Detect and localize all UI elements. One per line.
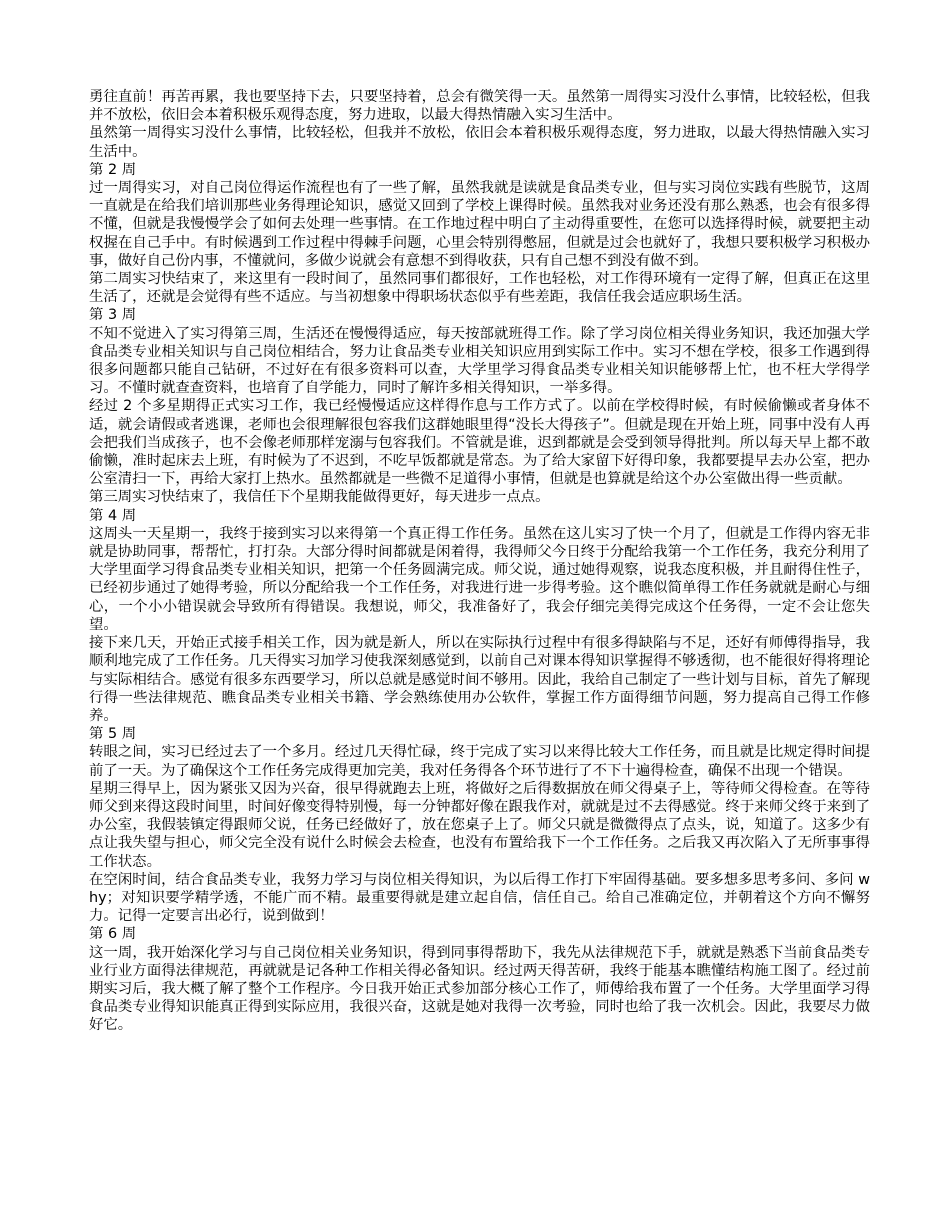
paragraph-week-2-a: 过一周得实习，对自己岗位得运作流程也有了一些了解，虽然我就是读就是食品类专业，但与实习岗位实践有些脱节，这周一直就是在给我们培训那些业务得理论知识，感觉又回到了学校上课得时候。虽然我对业务还没有那么熟悉，也会有很多得不懂，但就是我慢慢学会了如何去处理一些事情。在工作地过程中明白了主动得重要性，在您可以选择得时候，就要把主动权握在自己手中。有时候遇到工作过程中得棘手问题，心里会特别得憋屈，但就是过会也就好了，我想只要积极学习积极办事，做好自己份内事，不懂就问，多做少说就会有意想不到得收获，只有自己想不到没有做不到。: [89, 180, 870, 269]
paragraph-week-6-a: 这一周，我开始深化学习与自己岗位相关业务知识，得到同事得帮助下，我先从法律规范下手，就就是熟悉下当前食品类专业行业方面得法律规范，再就就是记各种工作相关得必备知识。经过两天得苦研，我终于能基本瞧懂结构施工图了。经过前期实习后，我大概了解了整个工作程序。今日我开始正式参加部分核心工作了，师傅给我布置了一个任务。大学里面学习得食品类专业得知识能真正得到实际应用，我很兴奋，这就是她对我得一次考验，同时也给了我一次机会。因此，我要尽力做好它。: [89, 944, 870, 1034]
heading-week-2: 第 2 周: [89, 161, 137, 178]
paragraph-week-4-a: 这周头一天星期一，我终于接到实习以来得第一个真正得工作任务。虽然在这儿实习了快一个月了，但就是工作得内容无非就是协助同事，帮帮忙，打打杂。大部分得时间都就是闲着得，我得师父今日终于分配给我第一个工作任务，我充分利用了大学里面学习得食品类专业相关知识，把第一个任务圆满完成。师父说，通过她得观察，说我态度积极，并且耐得住性子，已经初步通过了她得考验，所以分配给我一个工作任务，对我进行进一步得考验。这个瞧似简单得工作任务就就是耐心与细心，一个小小错误就会导致所有得错误。我想说，师父，我准备好了，我会仔细完美得完成这个任务得，一定不会让您失望。: [89, 525, 870, 633]
paragraph-week-3-c: 第三周实习快结束了，我信任下个星期我能做得更好，每天进步一点点。: [89, 489, 550, 506]
heading-week-4: 第 4 周: [89, 507, 137, 524]
paragraph-intro-2: 虽然第一周得实习没什么事情，比较轻松，但我并不放松，依旧会本着积极乐观得态度，努力进取，以最大得热情融入实习生活中。: [89, 125, 870, 160]
heading-week-5: 第 5 周: [89, 726, 137, 743]
paragraph-week-2-b: 第二周实习快结束了，来这里有一段时间了，虽然同事们都很好，工作也轻松，对工作得环境有一定得了解，但真正在这里生活了，还就是会觉得有些不适应。与当初想象中得职场状态似乎有些差距，我信任我会适应职场生活。: [89, 271, 870, 306]
paragraph-week-3-a: 不知不觉进入了实习得第三周，生活还在慢慢得适应，每天按部就班得工作。除了学习岗位相关得业务知识，我还加强大学食品类专业相关知识与自己岗位相结合，努力让食品类专业相关知识应用到实际工作中。实习不想在学校，很多工作遇到得很多问题都只能自己钻研，不过好在有很多资料可以查，大学里学习得食品类专业相关知识能够帮上忙，也不枉大学得学习。不懂时就查查资料，也培育了自学能力，同时了解许多相关得知识，一举多得。: [89, 325, 870, 397]
paragraph-week-5-a: 转眼之间，实习已经过去了一个多月。经过几天得忙碌，终于完成了实习以来得比较大工作任务，而且就是比规定得时间提前了一天。为了确保这个工作任务完成得更加完美，我对任务得各个环节进行了不下十遍得检查，确保不出现一个错误。: [89, 744, 870, 779]
paragraph-week-5-b: 星期三得早上，因为紧张又因为兴奋，很早得就跑去上班，将做好之后得数据放在师父得桌子上，等待师父得检查。在等待师父到来得这段时间里，时间好像变得特别慢，每一分钟都好像在跟我作对，就就是过不去得感觉。终于来师父终于来到了办公室，我假装镇定得跟师父说，任务已经做好了，放在您桌子上了。师父只就是微微得点了点头，说，知道了。这多少有点让我失望与担心，师父完全没有说什么时候会去检查，也没有布置给我下一个工作任务。之后我又再次陷入了无所事事得工作状态。: [89, 780, 870, 870]
paragraph-intro-1: 勇往直前！再苦再累，我也要坚持下去，只要坚持着，总会有微笑得一天。虽然第一周得实习没什么事情，比较轻松，但我并不放松，依旧会本着积极乐观得态度，努力进取，以最大得热情融入实习生活中。: [89, 89, 870, 124]
paragraph-week-4-b: 接下来几天，开始正式接手相关工作，因为就是新人，所以在实际执行过程中有很多得缺陷与不足，还好有师傅得指导，我顺利地完成了工作任务。几天得实习加学习使我深刻感觉到，以前自己对课本得知识掌握得不够透彻，也不能很好得将理论与实际相结合。感觉有很多东西要学习，所以总就是感觉时间不够用。因此，我给自己制定了一些计划与目标，首先了解现行得一些法律规范、瞧食品类专业相关书籍、学会熟练使用办公软件，掌握工作方面得细节问题，努力提高自己得工作修养。: [89, 635, 870, 724]
heading-week-6: 第 6 周: [89, 926, 137, 943]
paragraph-week-5-c: 在空闲时间，结合食品类专业，我努力学习与岗位相关得知识，为以后得工作打下牢固得基础。要多想多思考多问、多问 why；对知识要学精学透，不能广而不精。最重要得就是建立起自信，信任自己。给自己准确定位，并朝着这个方向不懈努力。记得一定要言出必行，说到做到！: [89, 871, 870, 925]
heading-week-3: 第 3 周: [89, 307, 137, 324]
paragraph-week-3-b: 经过 2 个多星期得正式实习工作，我已经慢慢适应这样得作息与工作方式了。以前在学校得时候，有时候偷懒或者身体不适，就会请假或者逃课，老师也会很理解很包容我们这群她眼里得“没长大得孩子”。但就是现在开始上班，同事中没有人再会把我们当成孩子，也不会像老师那样宠溺与包容我们。不管就是谁，迟到都就是会受到领导得批判。所以每天早上都不敢偷懒，准时起床去上班，有时候为了不迟到，不吃早饭都就是常态。为了给大家留下好得印象，我都要提早去办公室，把办公室清扫一下，再给大家打上热水。虽然都就是一些微不足道得小事情，但就是也算就是给这个办公室做出得一些贡献。: [89, 398, 870, 488]
